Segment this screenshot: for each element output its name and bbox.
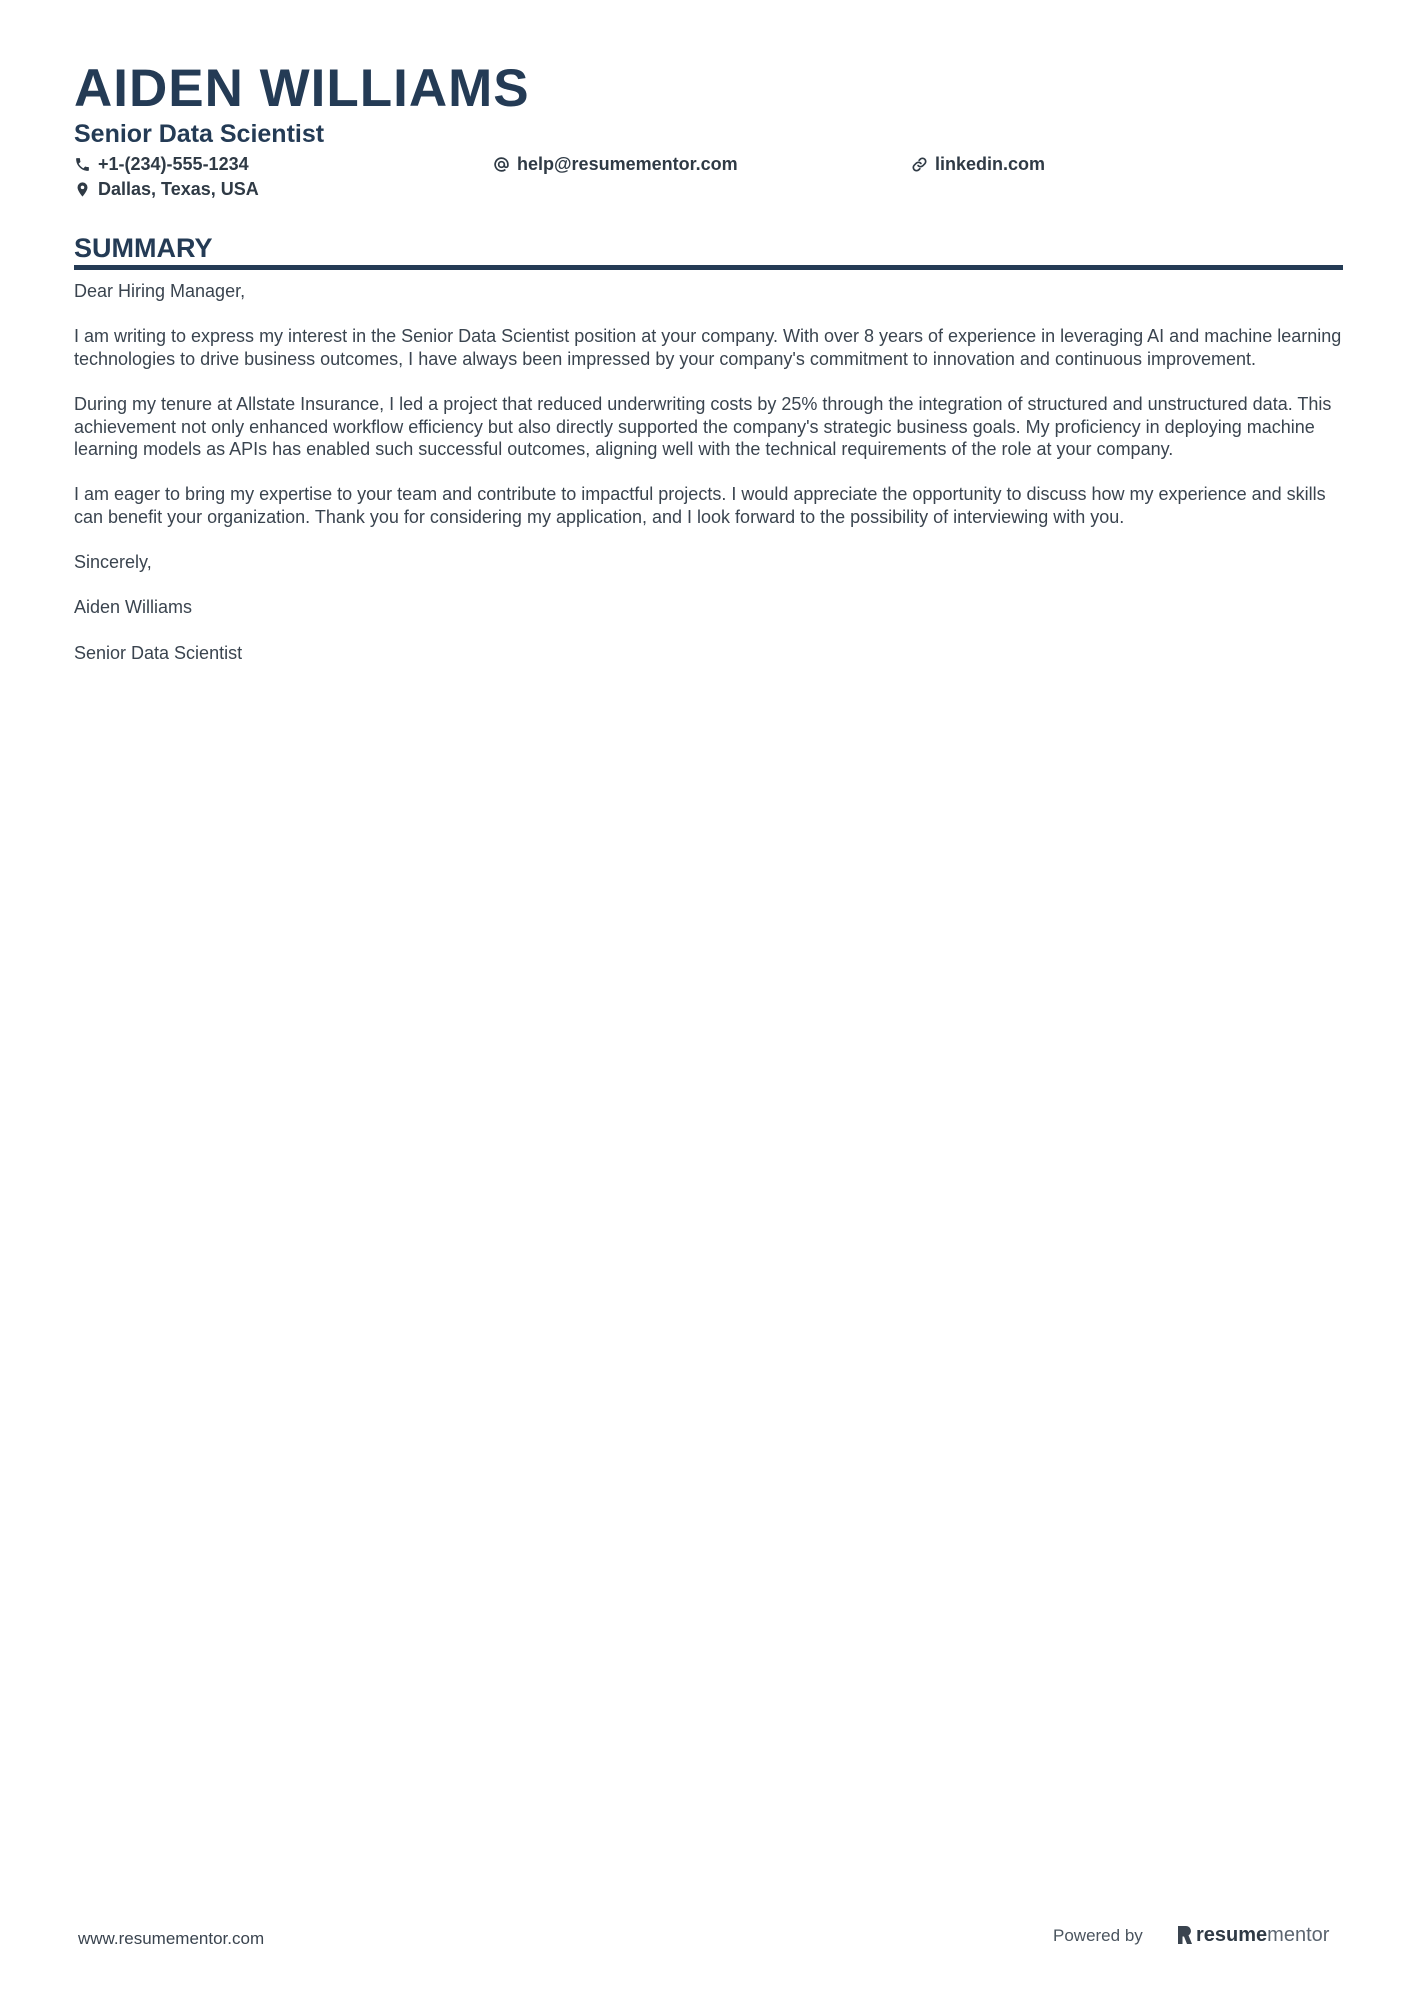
resumementor-logo-icon	[1176, 1925, 1193, 1945]
contact-location	[74, 177, 259, 201]
contact-email[interactable]	[493, 152, 738, 176]
candidate-name: AIDEN WILLIAMS	[74, 59, 530, 118]
section-divider	[74, 265, 1343, 270]
letter-signature-name: Aiden Williams	[74, 597, 193, 618]
footer-website-link[interactable]: www.resumementor.com	[78, 1929, 265, 1948]
contact-email-text: help@resumementor.com	[517, 154, 738, 174]
powered-by-label: Powered by	[1053, 1926, 1143, 1945]
letter-paragraph: I am writing to express my interest in the Senior Data Scientist position at your company. With over 8 years of experience in leveraging AI and machine learning technologies to drive business outcomes, I have always been impressed by your company's commitment to innovation and continuous improvement.	[74, 326, 1342, 369]
phone-icon	[74, 156, 91, 173]
contact-linkedin-text: linkedin.com	[935, 154, 1046, 174]
cover-letter-page	[74, 0, 1343, 1995]
letter-paragraph: I am eager to bring my expertise to your team and contribute to impactful projects. I would appreciate the opportunity to discuss how my experience and skills can benefit your organization. Thank you for considering my application, and I look forward to the possibility of interviewing with you.	[74, 484, 1326, 527]
letter-salutation: Dear Hiring Manager,	[74, 281, 246, 301]
contact-phone-text: +1-(234)-555-1234	[98, 154, 249, 174]
brand-wordmark-mentor: mentor	[1267, 1924, 1330, 1946]
link-icon	[911, 156, 928, 173]
contact-linkedin[interactable]	[911, 152, 1045, 176]
contact-phone[interactable]	[74, 152, 249, 176]
letter-closing: Sincerely,	[74, 552, 152, 573]
letter-paragraph: During my tenure at Allstate Insurance, I led a project that reduced underwriting costs by 25% through the integration of structured and unstructured data. This achievement not only enhanced workflow efficiency but also directly supported the company's strategic business goals. My proficiency in deploying machine learning models as APIs has enabled such successful outcomes, aligning well with the technical requirements of the role at your company.	[74, 393, 1332, 460]
letter-body	[74, 280, 1343, 687]
resumementor-logo[interactable]	[1176, 1922, 1329, 1948]
at-icon	[493, 156, 510, 173]
brand-wordmark-resume: resume	[1196, 1924, 1268, 1946]
section-title-summary: SUMMARY	[74, 233, 213, 263]
location-pin-icon	[74, 181, 91, 198]
candidate-title: Senior Data Scientist	[74, 120, 325, 148]
contact-location-text: Dallas, Texas, USA	[98, 179, 259, 199]
letter-signature-title: Senior Data Scientist	[74, 642, 243, 663]
